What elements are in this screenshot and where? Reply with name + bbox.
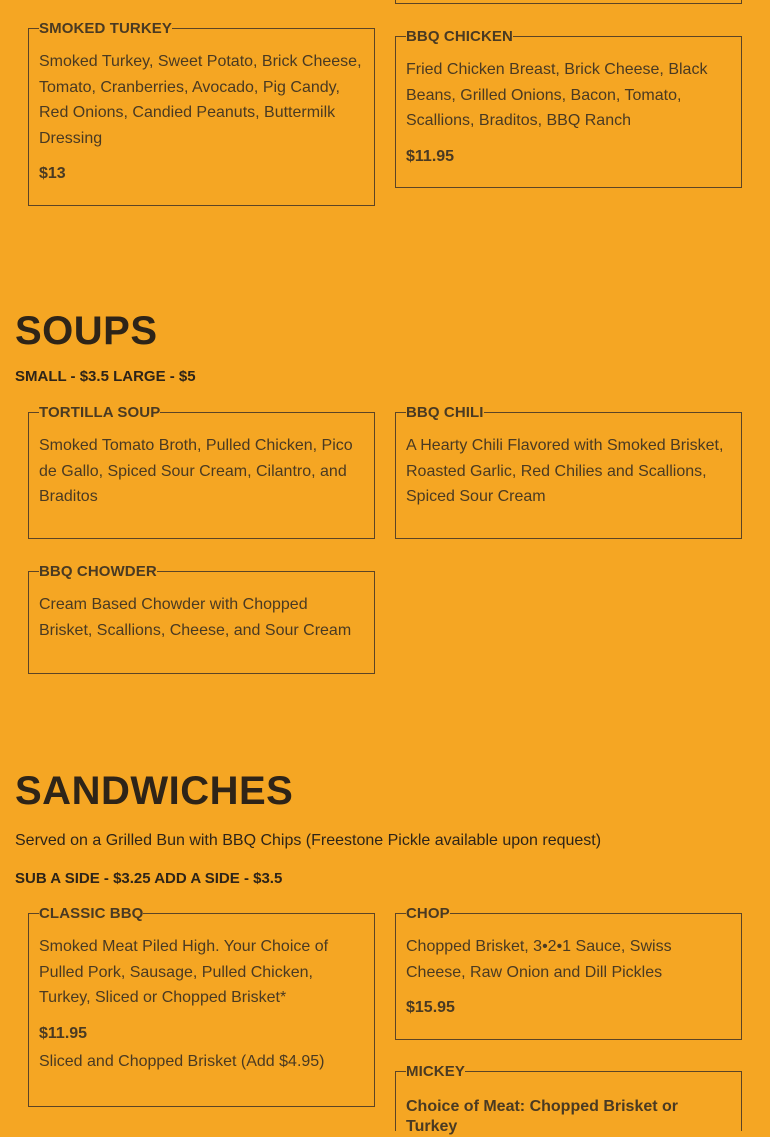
menu-item-price: $15.95 — [406, 999, 455, 1017]
menu-item-name: BBQ CHOWDER — [39, 563, 157, 580]
menu-item-description: Chopped Brisket, 3•2•1 Sauce, Swiss Cheese, Raw Onion and Dill Pickles — [406, 938, 672, 981]
menu-item-description: Smoked Tomato Broth, Pulled Chicken, Pico de Gallo, Spiced Sour Cream, Cilantro, and Braditos — [39, 437, 353, 506]
menu-item-price: $11.95 — [406, 147, 455, 165]
menu-item-name: BBQ CHICKEN — [406, 28, 513, 45]
menu-item-description: Cream Based Chowder with Chopped Brisket, Scallions, Cheese, and Sour Cream — [39, 596, 352, 639]
soups-pricing: SMALL - $3.5 LARGE - $5 — [15, 368, 196, 385]
menu-card-mickey — [395, 1063, 742, 1135]
card-previous-right-bottom-edge — [395, 0, 742, 4]
menu-card-bbq-chowder — [28, 563, 375, 674]
menu-item-name: SMOKED TURKEY — [39, 20, 172, 37]
menu-card-chop — [395, 905, 742, 1040]
menu-card-classic-bbq — [28, 905, 375, 1107]
menu-card-bbq-chicken — [395, 28, 742, 188]
menu-item-description: Smoked Meat Piled High. Your Choice of Pulled Pork, Sausage, Pulled Chicken, Turkey, Sliced or Chopped Brisket* — [39, 938, 329, 1007]
menu-item-name: MICKEY — [406, 1063, 465, 1080]
menu-item-price: $11.95 — [39, 1024, 88, 1042]
menu-card-tortilla-soup — [28, 404, 375, 539]
sandwiches-note: Served on a Grilled Bun with BBQ Chips (Freestone Pickle available upon request) — [15, 832, 602, 849]
menu-item-description: Choice of Meat: Chopped Brisket or Turkey — [406, 1098, 679, 1135]
menu-item-name: CHOP — [406, 905, 450, 922]
menu-item-addon: Sliced and Chopped Brisket (Add $4.95) — [39, 1052, 325, 1070]
menu-item-description: Fried Chicken Breast, Brick Cheese, Black Beans, Grilled Onions, Bacon, Tomato, Scallions, Braditos, BBQ Ranch — [406, 61, 708, 130]
menu-item-description: A Hearty Chili Flavored with Smoked Brisket, Roasted Garlic, Red Chilies and Scallions, Spiced Sour Cream — [406, 437, 724, 506]
section-title-soups: SOUPS — [15, 309, 158, 353]
section-title-sandwiches: SANDWICHES — [15, 769, 294, 813]
menu-card-bbq-chili — [395, 404, 742, 539]
menu-item-name: CLASSIC BBQ — [39, 905, 144, 922]
menu-card-smoked-turkey — [28, 20, 375, 206]
menu-item-name: BBQ CHILI — [406, 404, 484, 421]
menu-item-description: Smoked Turkey, Sweet Potato, Brick Cheese, Tomato, Cranberries, Avocado, Pig Candy, Red Onions, Candied Peanuts, Buttermilk Dressing — [39, 53, 362, 147]
menu-item-name: TORTILLA SOUP — [39, 404, 161, 421]
menu-item-price: $13 — [39, 165, 66, 183]
sandwiches-pricing: SUB A SIDE - $3.25 ADD A SIDE - $3.5 — [15, 870, 283, 887]
